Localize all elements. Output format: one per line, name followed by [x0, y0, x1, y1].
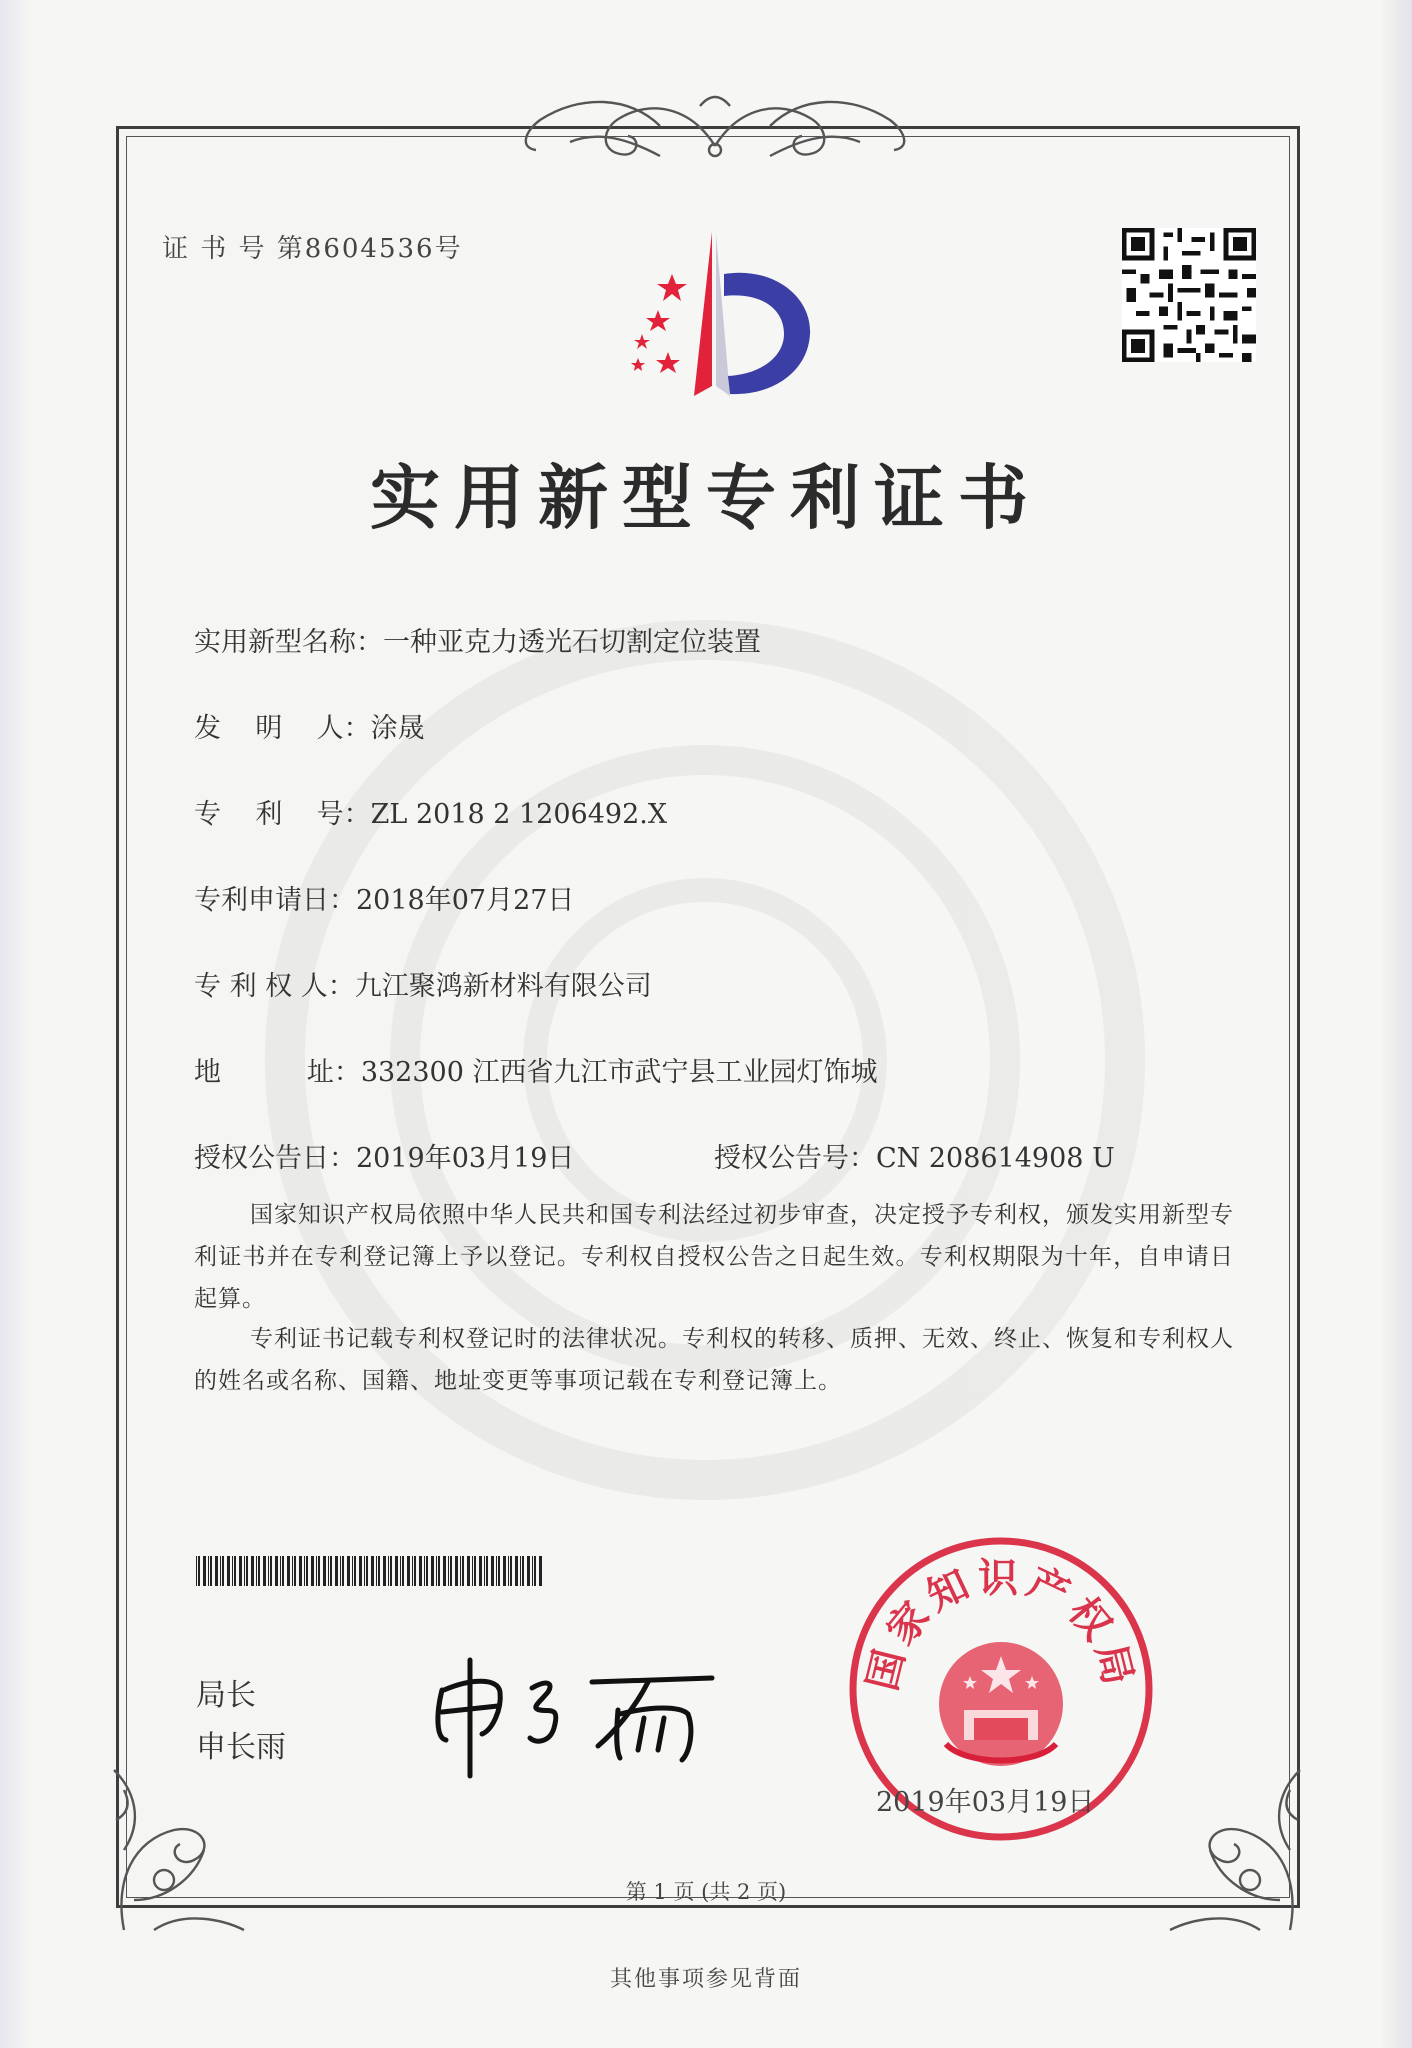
cnipa-logo-icon	[612, 226, 822, 406]
director-name: 申长雨	[196, 1730, 286, 1765]
field-row-inventor	[194, 706, 425, 745]
field-value: 九江聚鸿新材料有限公司	[354, 971, 652, 1002]
field-value: 涂晟	[370, 713, 425, 744]
field-value: 2018年07月27日	[356, 885, 575, 916]
director-signature	[412, 1630, 732, 1780]
field-row-patentee	[194, 964, 652, 1003]
bottom-right-corner-ornament	[1160, 1730, 1310, 1940]
field-label: 发 明 人：	[194, 713, 371, 744]
field-label: 专 利 权 人：	[194, 971, 355, 1002]
field-value: CN 208614908 U	[876, 1143, 1115, 1174]
field-label: 地 址：	[194, 1057, 361, 1088]
field-label: 实用新型名称：	[194, 627, 383, 658]
field-row-model-name	[194, 620, 761, 659]
field-label: 授权公告日：	[194, 1143, 356, 1174]
legal-paragraph-2: 专利证书记载专利权登记时的法律状况。专利权的转移、质押、无效、终止、恢复和专利权人的姓名或名称、国籍、地址变更等事项记载在专利登记簿上。	[194, 1326, 1234, 1394]
reverse-side-note: 其他事项参见背面	[609, 1967, 802, 1992]
seal-text: 国家知识产权局	[859, 1555, 1143, 1696]
field-row-grant-date	[194, 1136, 574, 1175]
field-value: 一种亚克力透光石切割定位装置	[383, 627, 761, 658]
certificate-title: 实用新型专利证书	[370, 456, 1042, 539]
field-row-address	[194, 1050, 877, 1089]
director-title: 局长	[196, 1678, 256, 1713]
field-value: 332300 江西省九江市武宁县工业园灯饰城	[360, 1057, 878, 1088]
legal-paragraph-1: 国家知识产权局依照中华人民共和国专利法经过初步审查，决定授予专利权，颁发实用新型专利证书并在专利登记簿上予以登记。专利权自授权公告之日起生效。专利权期限为十年，自申请日起算。	[194, 1202, 1234, 1312]
field-label: 专利申请日：	[194, 885, 356, 916]
field-label: 专 利 号：	[194, 799, 371, 830]
page-count: 第 1 页 (共 2 页)	[625, 1880, 787, 1904]
field-label: 授权公告号：	[714, 1143, 876, 1174]
seal-date: 2019年03月19日	[876, 1787, 1095, 1818]
field-row-announcement-number	[714, 1136, 1115, 1175]
field-value: 2019年03月19日	[356, 1143, 575, 1174]
field-row-application-date	[194, 878, 574, 917]
top-flourish-ornament	[510, 86, 920, 172]
qr-code-icon	[1122, 228, 1256, 362]
field-row-patent-number	[194, 792, 667, 831]
field-value: ZL 2018 2 1206492.X	[370, 799, 668, 830]
barcode-icon	[196, 1556, 546, 1586]
certificate-number: 证 书 号 第8604536号	[162, 234, 463, 264]
